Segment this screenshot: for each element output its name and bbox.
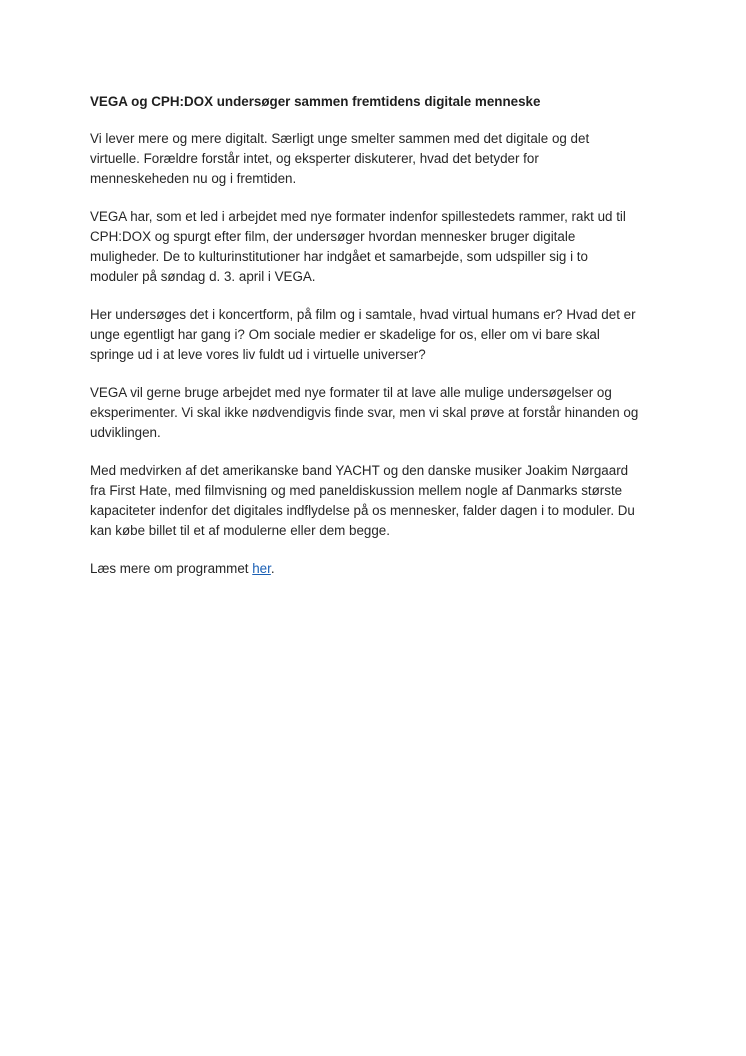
paragraph-line: udviklingen. bbox=[90, 425, 161, 440]
paragraph-5 bbox=[90, 461, 670, 541]
read-more-period: . bbox=[270, 561, 275, 576]
document-title: VEGA og CPH:DOX undersøger sammen fremtidens digitale menneske bbox=[90, 94, 541, 109]
paragraph-line: moduler på søndag d. 3. april i VEGA. bbox=[90, 269, 316, 284]
document-page bbox=[90, 92, 670, 597]
paragraph-line: Her undersøges det i koncertform, på film og i samtale, hvad virtual humans er? Hvad det er bbox=[90, 307, 636, 322]
paragraph-line: VEGA har, som et led i arbejdet med nye formater indenfor spillestedets rammer, rakt ud til bbox=[90, 209, 626, 224]
paragraph-line: unge egentligt har gang i? Om sociale medier er skadelige for os, eller om vi bare skal bbox=[90, 327, 600, 342]
paragraph-line: fra First Hate, med filmvisning og med paneldiskussion mellem nogle af Danmarks største bbox=[90, 483, 623, 498]
read-more-paragraph bbox=[90, 559, 670, 579]
paragraph-line: VEGA vil gerne bruge arbejdet med nye formater til at lave alle mulige undersøgelser og bbox=[90, 385, 612, 400]
read-more-link[interactable]: her bbox=[252, 561, 271, 576]
paragraph-line: CPH:DOX og spurgt efter film, der undersøger hvordan mennesker bruger digitale bbox=[90, 229, 576, 244]
paragraph-line: virtuelle. Forældre forstår intet, og eksperter diskuterer, hvad det betyder for bbox=[90, 151, 539, 166]
read-more-text: Læs mere om programmet bbox=[90, 561, 253, 576]
paragraph-line: kapaciteter indenfor det digitales indflydelse på os mennesker, falder dagen i to moduler. Du bbox=[90, 503, 635, 518]
paragraph-line: eksperimenter. Vi skal ikke nødvendigvis finde svar, men vi skal prøve at forstår hinanden og bbox=[90, 405, 639, 420]
paragraph-2 bbox=[90, 207, 670, 287]
paragraph-line: Med medvirken af det amerikanske band YACHT og den danske musiker Joakim Nørgaard bbox=[90, 463, 629, 478]
paragraph-3 bbox=[90, 305, 670, 365]
paragraph-line: kan købe billet til et af modulerne eller dem begge. bbox=[90, 523, 390, 538]
document-body bbox=[90, 129, 670, 541]
paragraph-1 bbox=[90, 129, 670, 189]
paragraph-line: muligheder. De to kulturinstitutioner har indgået et samarbejde, som udspiller sig i to bbox=[90, 249, 588, 264]
paragraph-line: menneskeheden nu og i fremtiden. bbox=[90, 171, 297, 186]
paragraph-line: Vi lever mere og mere digitalt. Særligt unge smelter sammen med det digitale og det bbox=[90, 131, 590, 146]
paragraph-4 bbox=[90, 383, 670, 443]
paragraph-line: springe ud i at leve vores liv fuldt ud i virtuelle universer? bbox=[90, 347, 426, 362]
